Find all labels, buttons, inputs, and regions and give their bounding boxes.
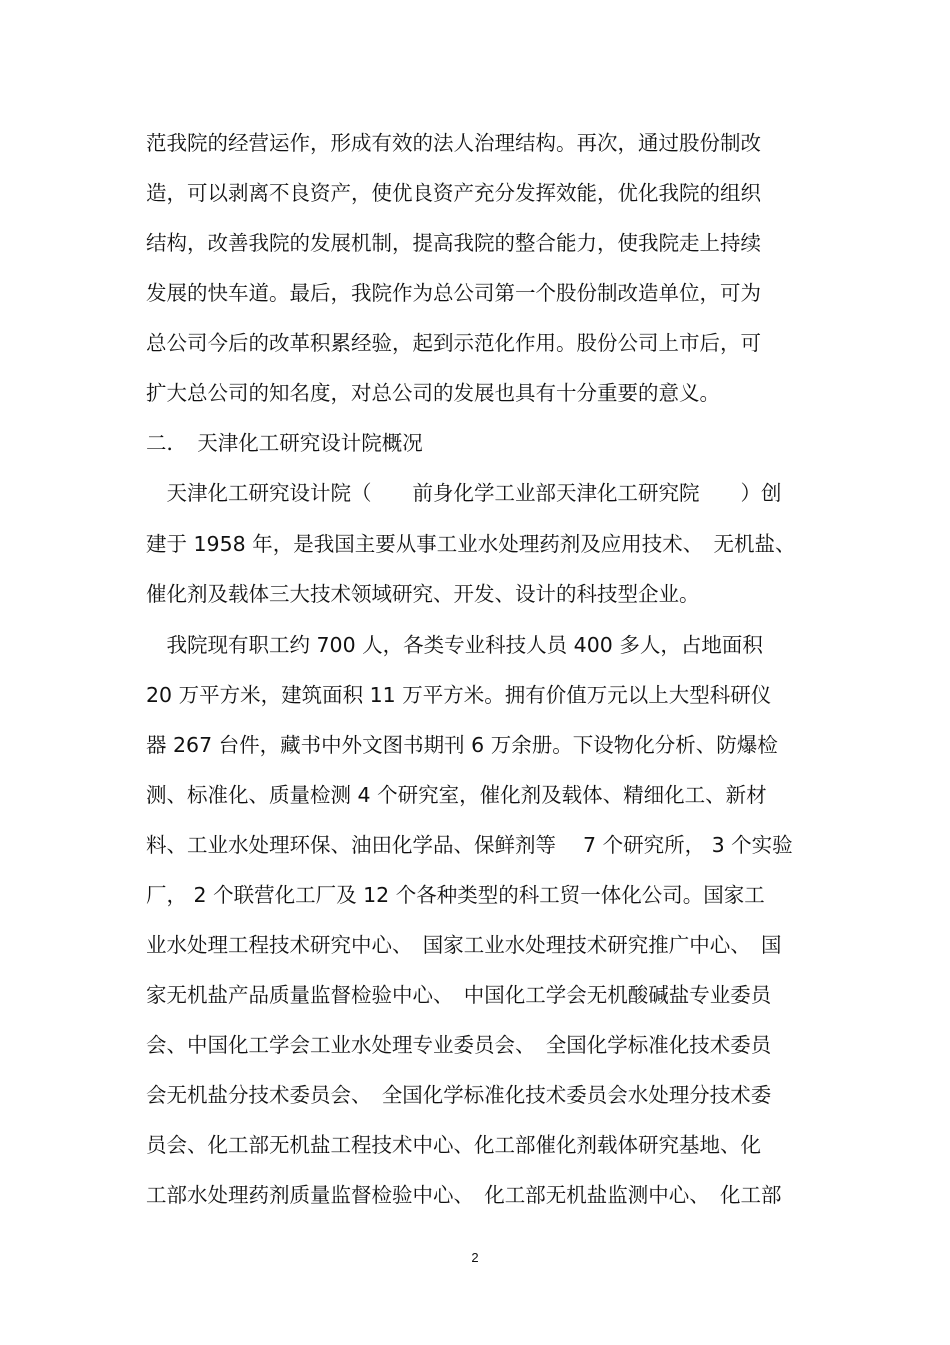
text-line-8: 天津化工研究设计院（ 前身化学工业部天津化工研究院 ）创 (146, 481, 782, 505)
text-line-14: 测、标准化、质量检测 4 个研究室，催化剂及载体、精细化工、新材 (146, 783, 767, 807)
text-line-17: 业水处理工程技术研究中心、 国家工业水处理技术研究推广中心、 国 (146, 933, 782, 957)
text-line-4: 发展的快车道。最后，我院作为总公司第一个股份制改造单位，可为 (146, 281, 761, 305)
text-line-16: 厂， 2 个联营化工厂及 12 个各种类型的科工贸一体化公司。国家工 (146, 883, 765, 907)
text-line-15: 料、工业水处理环保、油田化学品、保鲜剂等 7 个研究所， 3 个实验 (146, 833, 793, 857)
text-line-21: 员会、化工部无机盐工程技术中心、化工部催化剂载体研究基地、化 (146, 1133, 761, 1157)
text-line-13: 器 267 台件，藏书中外文图书期刊 6 万余册。下设物化分析、防爆检 (146, 733, 778, 757)
text-line-5: 总公司今后的改革积累经验，起到示范化作用。股份公司上市后，可 (146, 331, 761, 355)
text-line-11: 我院现有职工约 700 人，各类专业科技人员 400 多人，占地面积 (146, 633, 763, 657)
text-line-18: 家无机盐产品质量监督检验中心、 中国化工学会无机酸碱盐专业委员 (146, 983, 772, 1007)
text-line-3: 结构，改善我院的发展机制，提高我院的整合能力，使我院走上持续 (146, 231, 761, 255)
text-line-22: 工部水处理药剂质量监督检验中心、 化工部无机盐监测中心、 化工部 (146, 1183, 782, 1207)
section-heading: 二． 天津化工研究设计院概况 (146, 431, 423, 455)
text-line-20: 会无机盐分技术委员会、 全国化学标准化技术委员会水处理分技术委 (146, 1083, 772, 1107)
text-line-6: 扩大总公司的知名度，对总公司的发展也具有十分重要的意义。 (146, 381, 720, 405)
page-number: 2 (471, 1250, 479, 1265)
text-line-2: 造，可以剥离不良资产，使优良资产充分发挥效能，优化我院的组织 (146, 181, 761, 205)
text-line-19: 会、中国化工学会工业水处理专业委员会、 全国化学标准化技术委员 (146, 1033, 772, 1057)
text-line-12: 20 万平方米，建筑面积 11 万平方米。拥有价值万元以上大型科研仪 (146, 683, 772, 707)
text-line-1: 范我院的经营运作，形成有效的法人治理结构。再次，通过股份制改 (146, 131, 761, 155)
text-line-9: 建于 1958 年，是我国主要从事工业水处理药剂及应用技术、 无机盐、 (146, 532, 796, 556)
text-line-10: 催化剂及载体三大技术领域研究、开发、设计的科技型企业。 (146, 582, 700, 606)
